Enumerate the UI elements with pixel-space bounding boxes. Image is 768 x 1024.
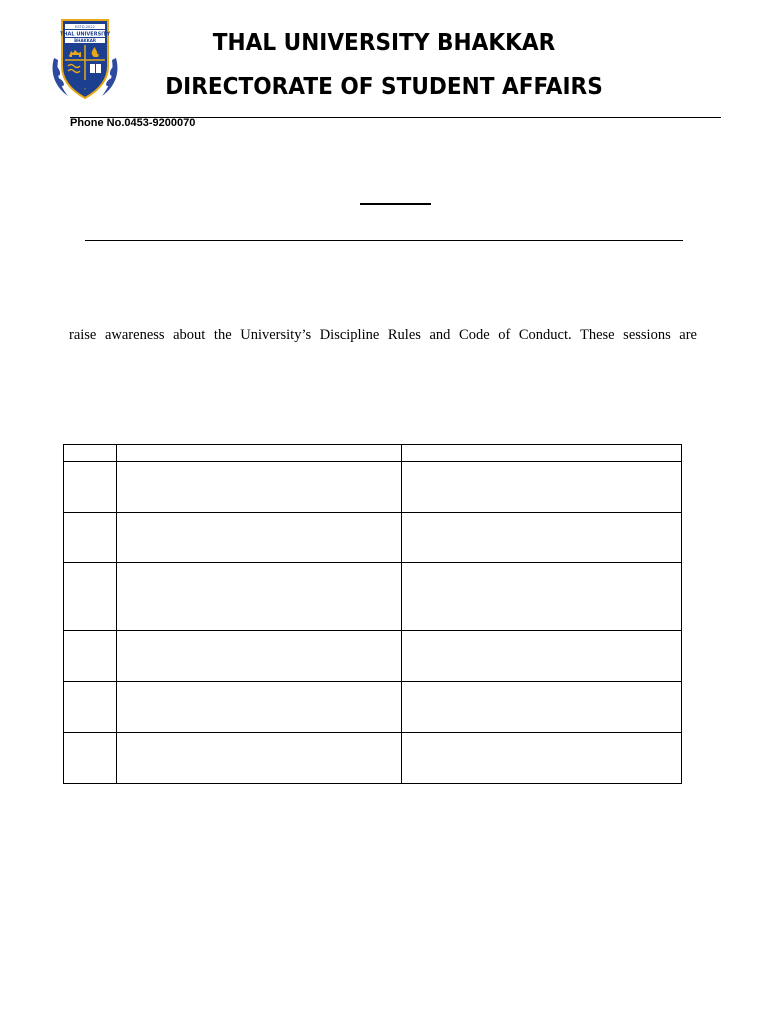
table-row xyxy=(64,513,682,563)
schedule-table xyxy=(63,444,682,784)
header-cell-col3 xyxy=(402,445,682,462)
header-cell-serial xyxy=(64,445,117,462)
table-cell xyxy=(117,513,402,563)
table-cell xyxy=(117,462,402,513)
table-cell xyxy=(402,563,682,631)
crest-name-text: THAL UNIVERSITY xyxy=(59,31,111,38)
table-cell xyxy=(64,563,117,631)
table-cell xyxy=(402,733,682,784)
table-cell xyxy=(64,682,117,733)
table-row xyxy=(64,682,682,733)
table-row xyxy=(64,563,682,631)
table-cell xyxy=(402,682,682,733)
table-cell xyxy=(64,513,117,563)
table-cell xyxy=(402,631,682,682)
subject-line-rule xyxy=(85,240,683,241)
university-title: THAL UNIVERSITY BHAKKAR xyxy=(212,30,556,56)
crest-city-text: BHAKKAR xyxy=(74,38,96,43)
directorate-title: DIRECTORATE OF STUDENT AFFAIRS xyxy=(165,74,603,100)
header-cell-col2 xyxy=(117,445,402,462)
table-row xyxy=(64,631,682,682)
book-icon xyxy=(90,64,101,73)
body-paragraph-line: raise awareness about the University’s Discipline Rules and Code of Conduct. These sessions are xyxy=(69,327,697,343)
svg-text:✦: ✦ xyxy=(83,87,87,91)
table-cell xyxy=(117,631,402,682)
table-cell xyxy=(64,462,117,513)
table-cell xyxy=(402,513,682,563)
crest-estd-text: ESTD.2022 xyxy=(75,25,95,29)
phone-number: Phone No.0453-9200070 xyxy=(70,117,196,129)
table-row xyxy=(64,462,682,513)
table-row xyxy=(64,733,682,784)
table-cell xyxy=(64,631,117,682)
table-cell xyxy=(117,733,402,784)
table-cell xyxy=(402,462,682,513)
table-cell xyxy=(117,682,402,733)
table-cell xyxy=(64,733,117,784)
heading-underline xyxy=(360,203,431,205)
table-cell xyxy=(117,563,402,631)
table-header-row xyxy=(64,445,682,462)
